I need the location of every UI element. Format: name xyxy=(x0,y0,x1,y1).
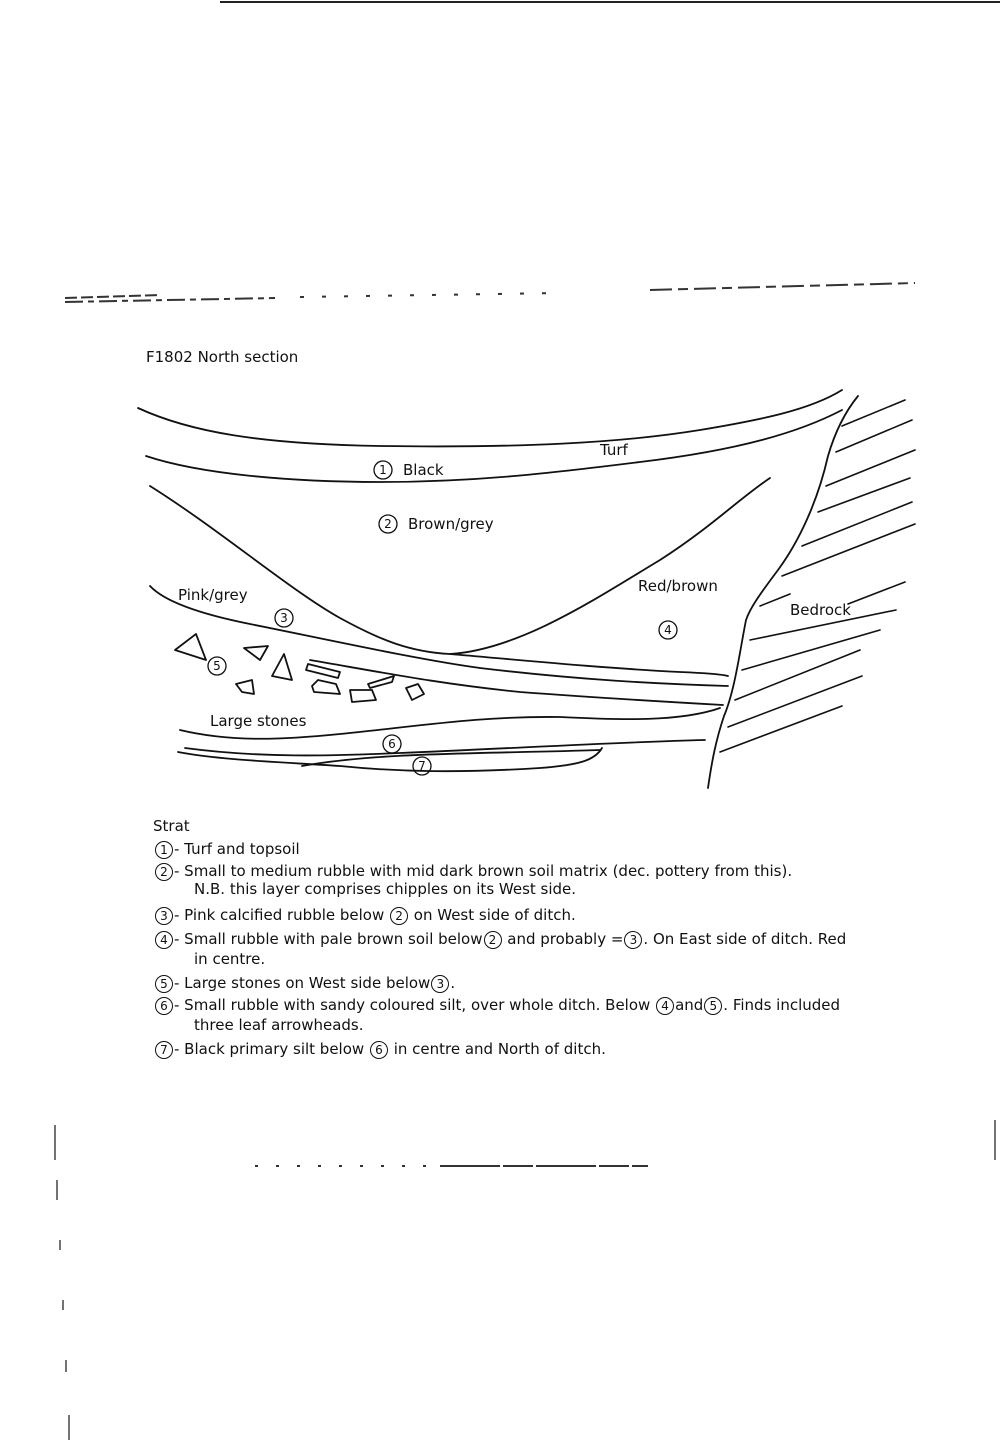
stone xyxy=(236,680,254,694)
layer-3-label: Pink/grey xyxy=(178,586,248,604)
strat-entry-2 xyxy=(154,862,792,881)
layer-7-number: 7 xyxy=(418,759,426,773)
stone xyxy=(312,680,340,694)
layer-5-number: 5 xyxy=(213,659,221,673)
strat-entry-2-continuation: N.B. this layer comprises chipples on its West side. xyxy=(194,880,577,898)
layer4-base-line xyxy=(450,654,728,676)
strat-entry-5-text-a: - Large stones on West side below xyxy=(174,974,431,992)
strat-entry-2-number: 2 xyxy=(155,863,173,881)
strat-entry-3-text-a: - Pink calcified rubble below xyxy=(174,906,390,924)
stone xyxy=(306,664,340,678)
stone xyxy=(244,646,268,660)
layer-4-label: Red/brown xyxy=(638,577,718,595)
stone xyxy=(350,690,376,702)
strat-entry-6-number: 6 xyxy=(155,997,173,1015)
layer-2-label: Brown/grey xyxy=(408,515,494,533)
strat-entry-1-number: 1 xyxy=(155,841,173,859)
layer7-top-line xyxy=(302,750,600,766)
strat-entry-7-text-b: in centre and North of ditch. xyxy=(388,1040,606,1058)
layer-1-label: Black xyxy=(403,461,444,479)
strat-entry-4-continuation: in centre. xyxy=(194,950,266,968)
margin-specks xyxy=(55,1120,995,1440)
strat-entry-4-ref-b: 3 xyxy=(624,931,642,949)
strat-entry-6 xyxy=(154,996,840,1015)
strat-entry-3 xyxy=(154,906,576,925)
strat-entry-6-text-a: - Small rubble with sandy coloured silt, over whole ditch. Below xyxy=(174,996,656,1014)
strat-entry-7-ref: 6 xyxy=(370,1041,388,1059)
strat-entry-4 xyxy=(154,930,846,949)
bedrock-edge-line xyxy=(708,396,858,788)
bedrock-hatching xyxy=(720,400,915,752)
layer-4-number: 4 xyxy=(664,623,672,637)
strat-entry-3-text-b: on West side of ditch. xyxy=(409,906,576,924)
strat-entry-6-ref-a: 4 xyxy=(656,997,674,1015)
strat-entry-4-number: 4 xyxy=(155,931,173,949)
strat-entry-7-number: 7 xyxy=(155,1041,173,1059)
strat-entry-4-text-a: - Small rubble with pale brown soil below xyxy=(174,930,483,948)
strat-entry-3-number: 3 xyxy=(155,907,173,925)
layer-6-number: 6 xyxy=(388,737,396,751)
strat-entry-6-continuation: three leaf arrowheads. xyxy=(194,1016,364,1034)
large-stones-label: Large stones xyxy=(210,712,307,730)
stone xyxy=(406,684,424,700)
strat-heading: Strat xyxy=(153,817,190,835)
figure-title: F1802 North section xyxy=(146,348,299,366)
strat-entry-6-ref-b: 5 xyxy=(704,997,722,1015)
ground-surface-line xyxy=(138,390,842,446)
strat-entry-2-text: - Small to medium rubble with mid dark brown soil matrix (dec. pottery from this). xyxy=(174,862,793,880)
strat-entry-7-text-a: - Black primary silt below xyxy=(174,1040,369,1058)
strat-entry-1 xyxy=(154,840,300,859)
strat-entry-7 xyxy=(154,1040,606,1059)
stone xyxy=(175,634,206,660)
strat-entry-6-text-c: . Finds included xyxy=(723,996,841,1014)
layer-3-number: 3 xyxy=(280,611,288,625)
layer-1-number: 1 xyxy=(379,463,387,477)
turf-label: Turf xyxy=(600,441,628,459)
strat-entry-4-ref-a: 2 xyxy=(484,931,502,949)
strat-entry-4-text-b: and probably = xyxy=(502,930,624,948)
strat-entry-1-text: - Turf and topsoil xyxy=(174,840,300,858)
strat-entry-5-number: 5 xyxy=(155,975,173,993)
strat-entry-3-ref: 2 xyxy=(390,907,408,925)
bedrock-label: Bedrock xyxy=(790,601,851,619)
strat-entry-5-text-b: . xyxy=(450,974,456,992)
stone xyxy=(368,676,394,688)
strat-entry-6-text-b: and xyxy=(675,996,704,1014)
layer-2-number: 2 xyxy=(384,517,392,531)
strat-entry-4-text-c: . On East side of ditch. Red xyxy=(643,930,847,948)
fold-line-upper xyxy=(65,283,915,302)
strat-entry-5-ref: 3 xyxy=(431,975,449,993)
strat-entry-5 xyxy=(154,974,455,993)
stone xyxy=(272,654,292,680)
